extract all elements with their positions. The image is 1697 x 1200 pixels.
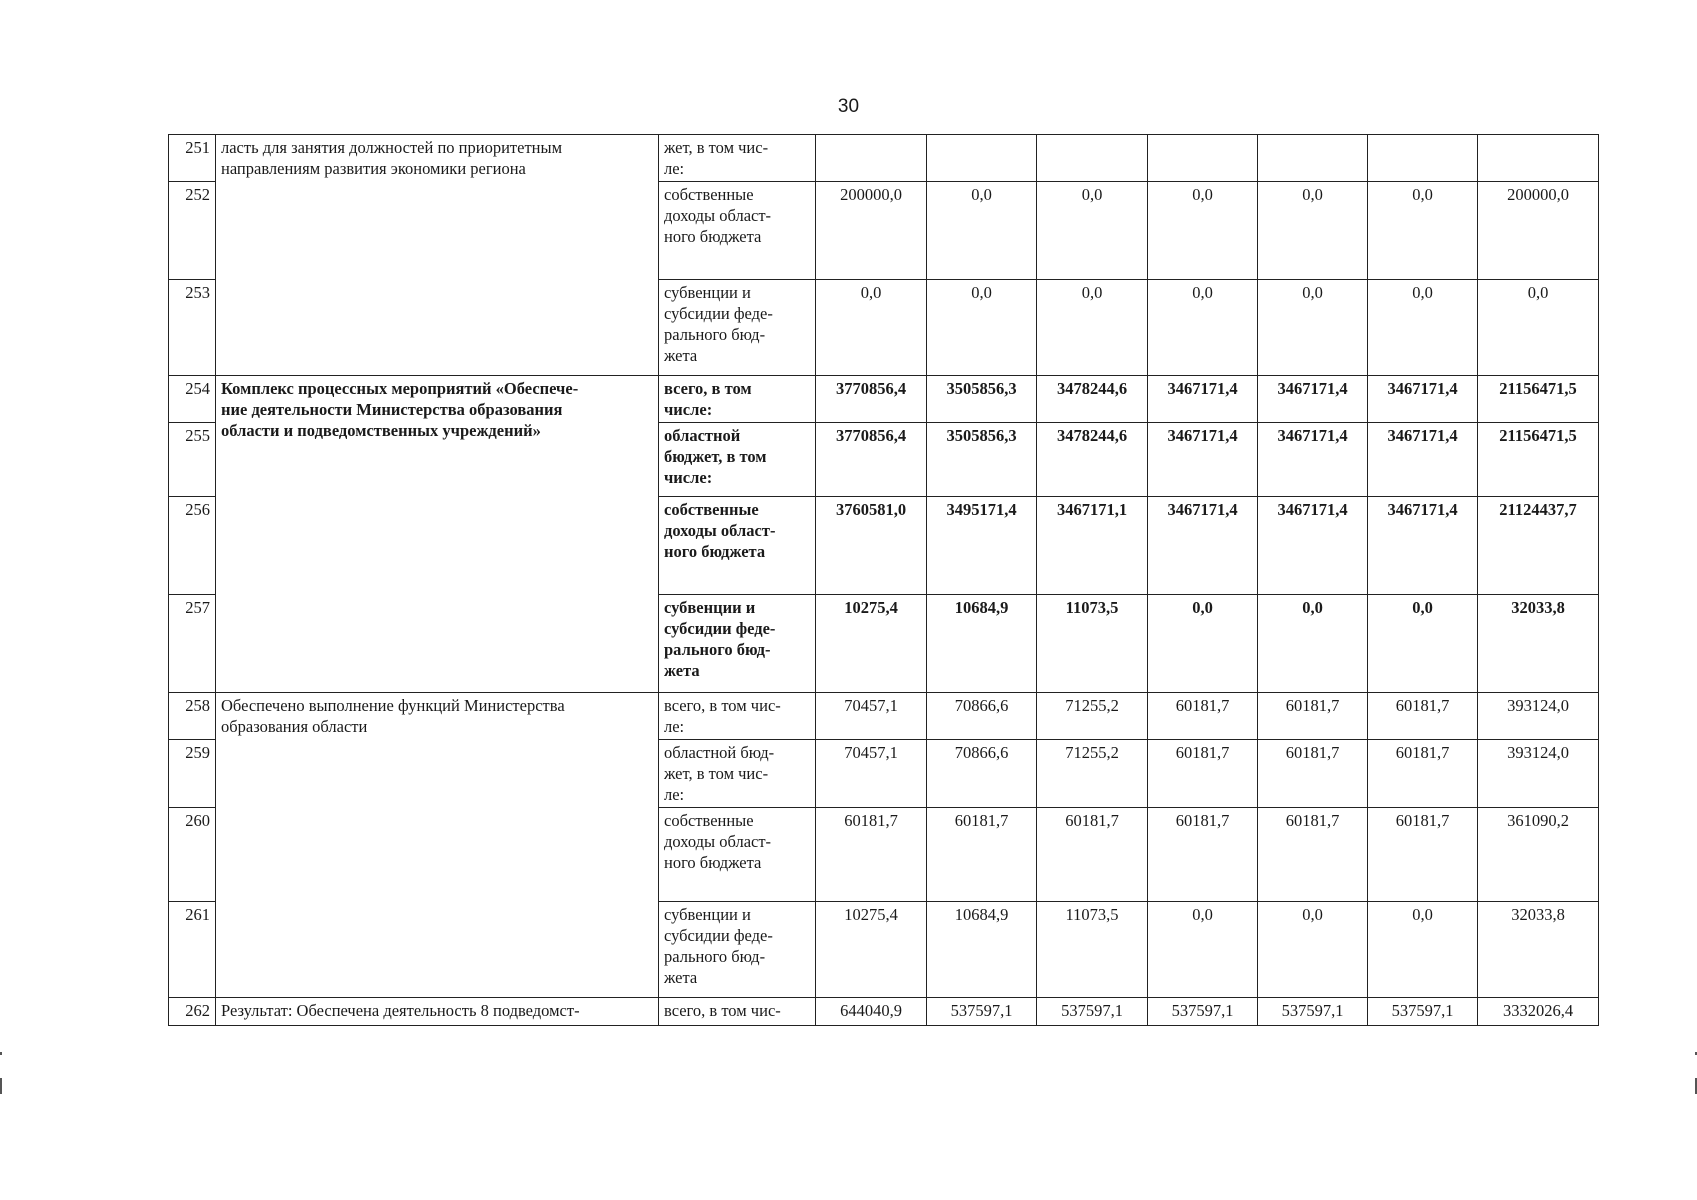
value-cell [816, 135, 927, 182]
value-cell: 0,0 [1148, 902, 1258, 998]
row-number: 255 [169, 423, 216, 497]
value-cell: 60181,7 [1368, 740, 1478, 808]
row-number: 260 [169, 808, 216, 902]
value-cell: 70457,1 [816, 740, 927, 808]
funding-source: всего, в том числе: [659, 376, 816, 423]
scan-mark [0, 1052, 2, 1055]
value-cell: 0,0 [927, 280, 1037, 376]
value-cell: 537597,1 [1368, 998, 1478, 1026]
value-cell: 537597,1 [1258, 998, 1368, 1026]
row-number: 262 [169, 998, 216, 1026]
value-cell: 0,0 [1258, 902, 1368, 998]
row-number: 253 [169, 280, 216, 376]
value-cell: 0,0 [816, 280, 927, 376]
value-cell: 60181,7 [1037, 808, 1148, 902]
funding-source: собственные доходы област- ного бюджета [659, 182, 816, 280]
funding-source: субвенции и субсидии феде- рального бюд- жета [659, 280, 816, 376]
value-cell [1258, 135, 1368, 182]
value-cell: 10684,9 [927, 595, 1037, 693]
funding-source: субвенции и субсидии феде- рального бюд- жета [659, 902, 816, 998]
value-cell [1368, 135, 1478, 182]
value-cell: 3467171,4 [1258, 376, 1368, 423]
value-cell: 0,0 [927, 182, 1037, 280]
row-number: 258 [169, 693, 216, 740]
value-cell: 200000,0 [816, 182, 927, 280]
value-cell: 644040,9 [816, 998, 927, 1026]
value-cell: 3760581,0 [816, 497, 927, 595]
row-description: Результат: Обеспечена деятельность 8 подведомст- [216, 998, 659, 1026]
value-cell: 3467171,1 [1037, 497, 1148, 595]
total-cell: 32033,8 [1478, 902, 1599, 998]
value-cell: 3467171,4 [1368, 497, 1478, 595]
value-cell: 3467171,4 [1148, 497, 1258, 595]
value-cell: 60181,7 [1148, 808, 1258, 902]
value-cell: 537597,1 [1148, 998, 1258, 1026]
row-number: 252 [169, 182, 216, 280]
total-cell: 21124437,7 [1478, 497, 1599, 595]
table-row [169, 376, 1599, 423]
row-number: 259 [169, 740, 216, 808]
total-cell: 32033,8 [1478, 595, 1599, 693]
value-cell: 60181,7 [816, 808, 927, 902]
value-cell: 60181,7 [1368, 693, 1478, 740]
value-cell: 3505856,3 [927, 423, 1037, 497]
table-row [169, 998, 1599, 1026]
value-cell: 70866,6 [927, 693, 1037, 740]
value-cell: 0,0 [1148, 280, 1258, 376]
value-cell [1037, 135, 1148, 182]
value-cell: 0,0 [1368, 902, 1478, 998]
value-cell: 60181,7 [1258, 693, 1368, 740]
row-description: Обеспечено выполнение функций Министерства образования области [216, 693, 659, 998]
row-description: ласть для занятия должностей по приоритетным направлениям развития экономики региона [216, 135, 659, 376]
value-cell: 3505856,3 [927, 376, 1037, 423]
funding-source: областной бюджет, в том числе: [659, 423, 816, 497]
value-cell: 537597,1 [1037, 998, 1148, 1026]
value-cell: 3770856,4 [816, 423, 927, 497]
value-cell: 60181,7 [927, 808, 1037, 902]
value-cell: 70866,6 [927, 740, 1037, 808]
table-row [169, 693, 1599, 740]
row-number: 257 [169, 595, 216, 693]
value-cell: 3467171,4 [1258, 497, 1368, 595]
value-cell: 0,0 [1368, 595, 1478, 693]
value-cell: 0,0 [1148, 182, 1258, 280]
funding-source: субвенции и субсидии феде- рального бюд- жета [659, 595, 816, 693]
value-cell: 10275,4 [816, 902, 927, 998]
row-number: 256 [169, 497, 216, 595]
value-cell [1148, 135, 1258, 182]
value-cell: 3467171,4 [1148, 376, 1258, 423]
funding-source: собственные доходы област- ного бюджета [659, 497, 816, 595]
row-description: Комплекс процессных мероприятий «Обеспече- ние деятельности Министерства образования области и подведомственных учреждений» [216, 376, 659, 693]
value-cell: 60181,7 [1258, 808, 1368, 902]
total-cell: 393124,0 [1478, 693, 1599, 740]
value-cell: 3478244,6 [1037, 423, 1148, 497]
value-cell: 0,0 [1148, 595, 1258, 693]
total-cell: 0,0 [1478, 280, 1599, 376]
row-number: 254 [169, 376, 216, 423]
value-cell: 0,0 [1037, 280, 1148, 376]
value-cell: 11073,5 [1037, 595, 1148, 693]
value-cell: 537597,1 [927, 998, 1037, 1026]
value-cell: 10275,4 [816, 595, 927, 693]
value-cell: 3467171,4 [1368, 423, 1478, 497]
value-cell: 60181,7 [1148, 693, 1258, 740]
value-cell: 60181,7 [1258, 740, 1368, 808]
page-number: 30 [837, 96, 860, 117]
value-cell: 3467171,4 [1148, 423, 1258, 497]
value-cell [927, 135, 1037, 182]
row-number: 251 [169, 135, 216, 182]
value-cell: 3467171,4 [1258, 423, 1368, 497]
total-cell: 200000,0 [1478, 182, 1599, 280]
value-cell: 3770856,4 [816, 376, 927, 423]
funding-source: собственные доходы област- ного бюджета [659, 808, 816, 902]
value-cell: 71255,2 [1037, 740, 1148, 808]
total-cell: 393124,0 [1478, 740, 1599, 808]
value-cell: 71255,2 [1037, 693, 1148, 740]
funding-source: областной бюд- жет, в том чис- ле: [659, 740, 816, 808]
funding-source: всего, в том чис- ле: [659, 693, 816, 740]
value-cell: 60181,7 [1148, 740, 1258, 808]
total-cell: 21156471,5 [1478, 376, 1599, 423]
funding-source: всего, в том чис- [659, 998, 816, 1026]
scan-mark [0, 1078, 2, 1094]
budget-table [168, 134, 1599, 1026]
value-cell: 0,0 [1368, 280, 1478, 376]
total-cell [1478, 135, 1599, 182]
total-cell: 21156471,5 [1478, 423, 1599, 497]
total-cell: 3332026,4 [1478, 998, 1599, 1026]
value-cell: 0,0 [1258, 182, 1368, 280]
value-cell: 0,0 [1258, 595, 1368, 693]
value-cell: 11073,5 [1037, 902, 1148, 998]
row-number: 261 [169, 902, 216, 998]
value-cell: 3467171,4 [1368, 376, 1478, 423]
funding-source: жет, в том чис- ле: [659, 135, 816, 182]
value-cell: 0,0 [1368, 182, 1478, 280]
value-cell: 0,0 [1037, 182, 1148, 280]
value-cell: 3478244,6 [1037, 376, 1148, 423]
value-cell: 0,0 [1258, 280, 1368, 376]
value-cell: 60181,7 [1368, 808, 1478, 902]
value-cell: 10684,9 [927, 902, 1037, 998]
total-cell: 361090,2 [1478, 808, 1599, 902]
value-cell: 3495171,4 [927, 497, 1037, 595]
value-cell: 70457,1 [816, 693, 927, 740]
table-row [169, 135, 1599, 182]
